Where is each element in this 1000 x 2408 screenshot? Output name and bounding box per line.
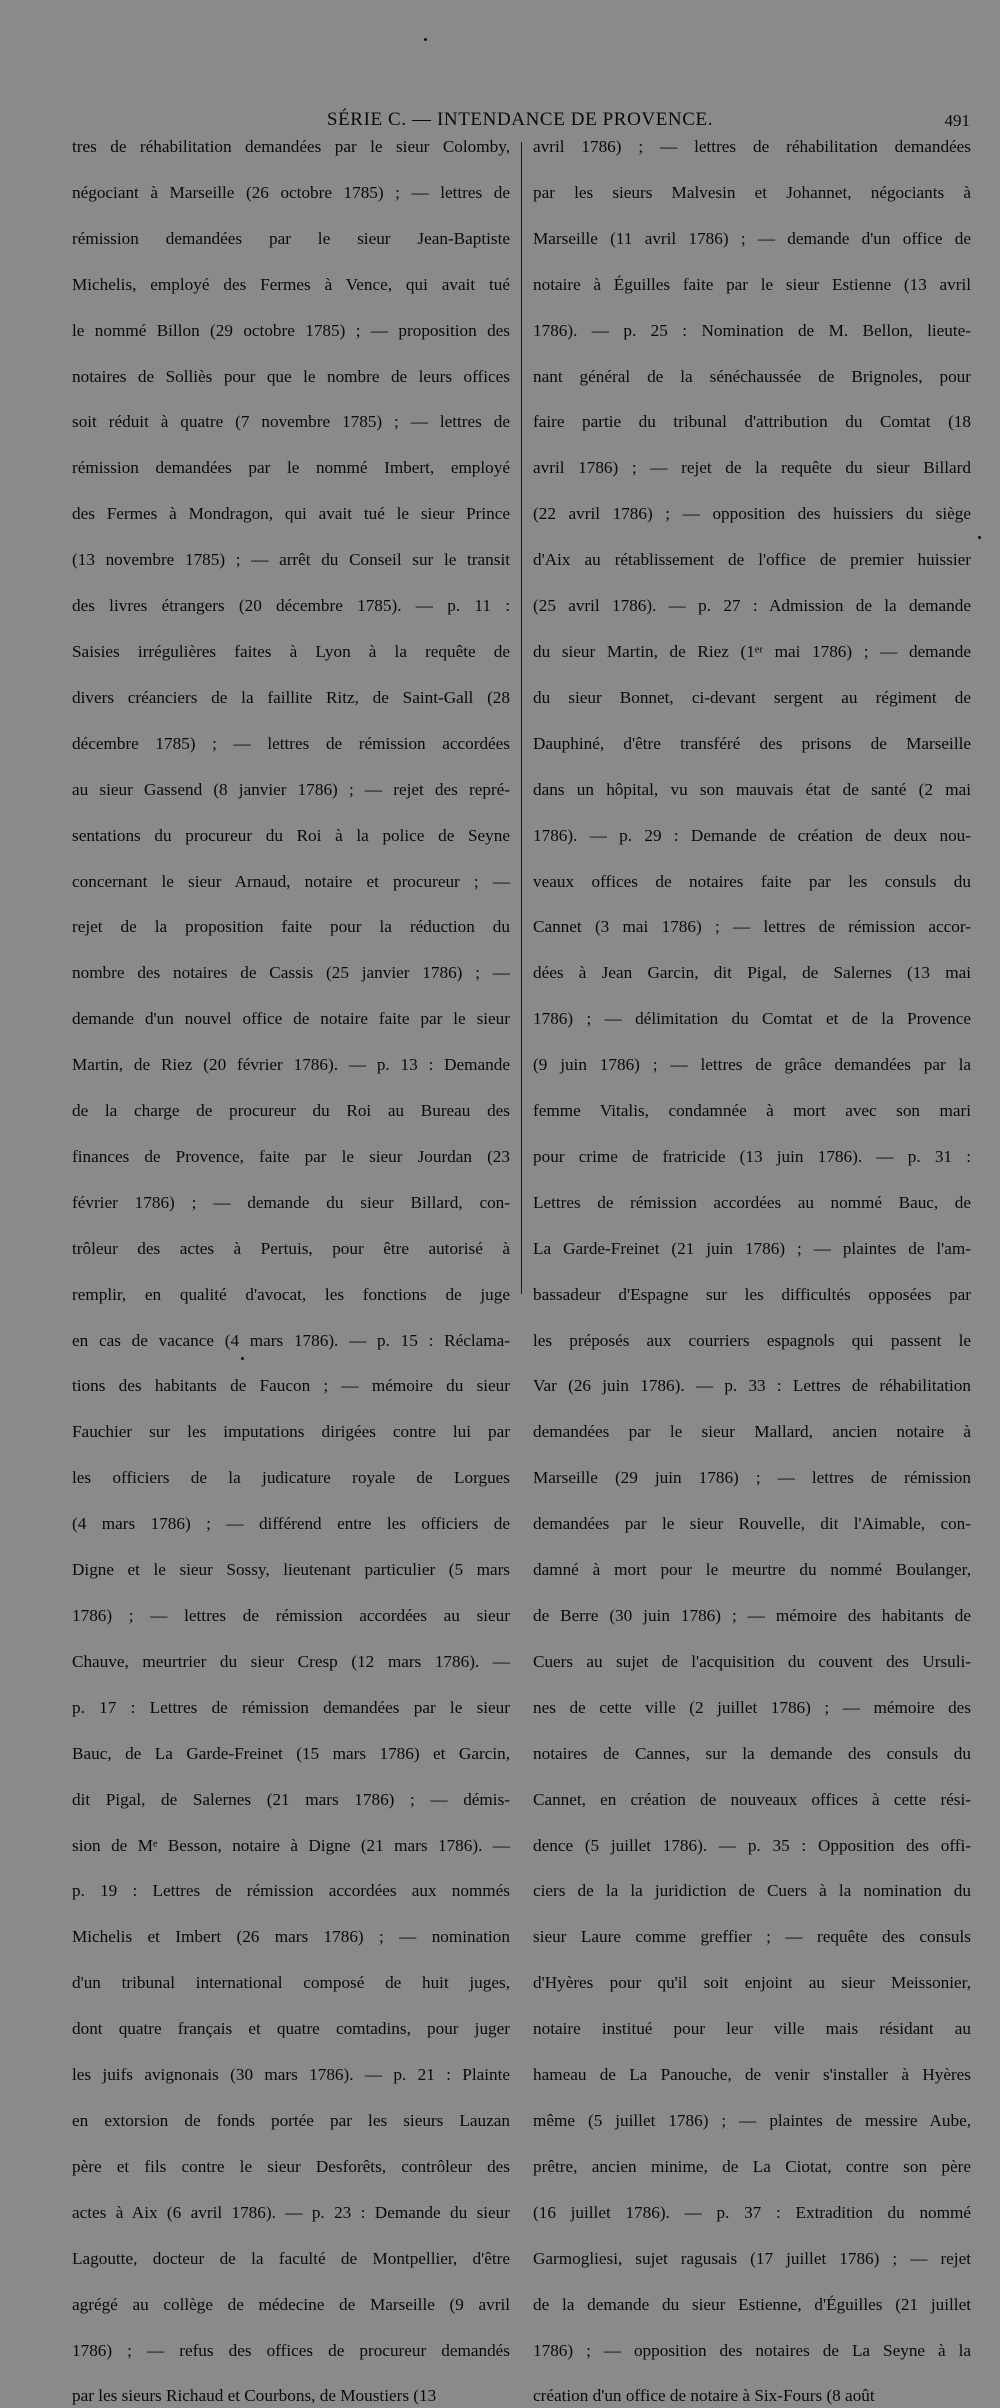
left-column: [72, 136, 510, 2408]
text-line: 1786) ; — lettres de rémission accordées au sieur: [72, 1606, 510, 1625]
text-line: avril 1786) ; — rejet de la requête du sieur Billard: [533, 458, 971, 478]
text-line: sentations du procureur du Roi à la police de Seyne: [72, 825, 510, 845]
text-line: les préposés aux courriers espagnols qui passent le: [533, 1330, 971, 1350]
text-line: de Berre (30 juin 1786) ; — mémoire des habitants de: [533, 1606, 971, 1625]
text-line: 1786). — p. 29 : Demande de création de deux nou-: [533, 825, 971, 845]
text-line: soit réduit à quatre (7 novembre 1785) ; — lettres de: [72, 412, 510, 432]
text-line: avril 1786) ; — lettres de réhabilitation demandées: [533, 137, 971, 156]
text-line: nant général de la sénéchaussée de Brignoles, pour: [533, 366, 971, 386]
text-line: nombre des notaires de Cassis (25 janvier 1786) ; —: [72, 963, 510, 983]
text-line: d'Aix au rétablissement de l'office de premier huissier: [533, 550, 971, 570]
text-line: concernant le sieur Arnaud, notaire et procureur ; —: [72, 871, 510, 891]
text-line: demandées par le sieur Rouvelle, dit l'Aimable, con-: [533, 1514, 971, 1534]
text-line: du sieur Martin, de Riez (1ᵉʳ mai 1786) ; — demande: [533, 641, 971, 661]
text-line: Michelis et Imbert (26 mars 1786) ; — nomination: [72, 1927, 510, 1947]
text-line: femme Vitalis, condamnée à mort avec son mari: [533, 1101, 971, 1121]
text-line: (4 mars 1786) ; — différend entre les officiers de: [72, 1514, 510, 1534]
text-line: divers créanciers de la faillite Ritz, de Saint-Gall (28: [72, 687, 510, 707]
text-line: Lettres de rémission accordées au nommé Bauc, de: [533, 1192, 971, 1212]
text-line: au sieur Gassend (8 janvier 1786) ; — rejet des repré-: [72, 779, 510, 799]
text-line: 1786) ; — opposition des notaires de La Seyne à la: [533, 2340, 971, 2360]
text-line: Marseille (29 juin 1786) ; — lettres de rémission: [533, 1468, 971, 1488]
text-line: Bauc, de La Garde-Freinet (15 mars 1786) et Garcin,: [72, 1743, 510, 1763]
text-line: pour crime de fratricide (13 juin 1786). — p. 31 :: [533, 1146, 971, 1166]
text-line: dit Pigal, de Salernes (21 mars 1786) ; — démis-: [72, 1789, 510, 1809]
text-line: du sieur Bonnet, ci-devant sergent au régiment de: [533, 687, 971, 707]
text-line: agrégé au collège de médecine de Marseille (9 avril: [72, 2294, 510, 2314]
text-line: Martin, de Riez (20 février 1786). — p. 13 : Demande: [72, 1055, 510, 1075]
text-line: dans un hôpital, vu son mauvais état de santé (2 mai: [533, 779, 971, 799]
text-line: 1786). — p. 25 : Nomination de M. Bellon, lieute-: [533, 320, 971, 340]
text-line: négociant à Marseille (26 octobre 1785) ; — lettres de: [72, 182, 510, 202]
text-line: Lagoutte, docteur de la faculté de Montpellier, d'être: [72, 2248, 510, 2268]
text-line: p. 19 : Lettres de rémission accordées aux nommés: [72, 1881, 510, 1901]
text-line: création d'un office de notaire à Six-Fours (8 août: [533, 2386, 875, 2406]
text-line: en cas de vacance (4 mars 1786). — p. 15 : Réclama-: [72, 1330, 510, 1350]
text-line: ciers de la la juridiction de Cuers à la nomination du: [533, 1881, 971, 1901]
text-line: notaire institué pour leur ville mais résidant au: [533, 2019, 971, 2039]
text-line: notaire à Éguilles faite par le sieur Estienne (13 avril: [533, 274, 971, 294]
text-line: décembre 1785) ; — lettres de rémission accordées: [72, 733, 510, 753]
text-line: notaires de Cannes, sur la demande des consuls du: [533, 1743, 971, 1763]
ink-speck: [978, 536, 981, 539]
text-line: d'Hyères pour qu'il soit enjoint au sieur Meissonier,: [533, 1973, 971, 1993]
text-line: Michelis, employé des Fermes à Vence, qui avait tué: [72, 274, 510, 294]
text-line: demande d'un nouvel office de notaire faite par le sieur: [72, 1009, 510, 1029]
text-line: de la charge de procureur du Roi au Bureau des: [72, 1101, 510, 1121]
text-line: d'un tribunal international composé de huit juges,: [72, 1973, 510, 1993]
text-line: (22 avril 1786) ; — opposition des huissiers du siège: [533, 504, 971, 524]
text-line: par les sieurs Malvesin et Johannet, négociants à: [533, 182, 971, 202]
text-line: par les sieurs Richaud et Courbons, de Moustiers (13: [72, 2386, 437, 2406]
text-line: tions des habitants de Faucon ; — mémoire du sieur: [72, 1376, 510, 1396]
text-line: Cuers au sujet de l'acquisition du couvent des Ursuli-: [533, 1651, 971, 1671]
ink-speck: [424, 38, 427, 41]
text-line: Marseille (11 avril 1786) ; — demande d'un office de: [533, 228, 971, 248]
text-line: (9 juin 1786) ; — lettres de grâce demandées par la: [533, 1055, 971, 1075]
text-line: les juifs avignonais (30 mars 1786). — p. 21 : Plainte: [72, 2065, 510, 2085]
text-line: 1786) ; — refus des offices de procureur demandés: [72, 2340, 510, 2360]
text-line: Var (26 juin 1786). — p. 33 : Lettres de réhabilitation: [533, 1376, 971, 1396]
text-line: notaires de Solliès pour que le nombre de leurs offices: [72, 366, 510, 386]
text-line: bassadeur d'Espagne sur les difficultés opposées par: [533, 1284, 971, 1304]
text-line: le nommé Billon (29 octobre 1785) ; — proposition des: [72, 320, 510, 340]
text-line: finances de Provence, faite par le sieur Jourdan (23: [72, 1146, 510, 1166]
text-line: les officiers de la judicature royale de Lorgues: [72, 1468, 510, 1488]
text-line: faire partie du tribunal d'attribution du Comtat (18: [533, 412, 971, 432]
text-line: Cannet, en création de nouveaux offices à cette rési-: [533, 1789, 971, 1809]
text-line: hameau de La Panouche, de venir s'installer à Hyères: [533, 2065, 971, 2085]
text-line: (25 avril 1786). — p. 27 : Admission de la demande: [533, 596, 971, 616]
text-line: veaux offices de notaires faite par les consuls du: [533, 871, 971, 891]
text-line: 1786) ; — délimitation du Comtat et de la Provence: [533, 1009, 971, 1029]
right-column: [533, 136, 971, 2408]
text-line: Garmogliesi, sujet ragusais (17 juillet 1786) ; — rejet: [533, 2248, 971, 2268]
text-line: février 1786) ; — demande du sieur Billard, con-: [72, 1192, 510, 1212]
text-line: Digne et le sieur Sossy, lieutenant particulier (5 mars: [72, 1560, 510, 1580]
page-header: [60, 109, 980, 135]
ink-speck: [241, 1357, 244, 1360]
text-line: prêtre, ancien minime, de La Ciotat, contre son père: [533, 2156, 971, 2176]
text-line: en extorsion de fonds portée par les sieurs Lauzan: [72, 2110, 510, 2130]
page-number: 491: [944, 111, 970, 130]
text-line: rémission demandées par le sieur Jean-Baptiste: [72, 228, 510, 248]
text-line: tres de réhabilitation demandées par le sieur Colomby,: [72, 137, 510, 156]
text-line: sieur Laure comme greffier ; — requête des consuls: [533, 1927, 971, 1947]
text-line: rémission demandées par le nommé Imbert, employé: [72, 458, 510, 478]
text-line: (13 novembre 1785) ; — arrêt du Conseil sur le transit: [72, 550, 510, 570]
text-line: des Fermes à Mondragon, qui avait tué le sieur Prince: [72, 504, 510, 524]
text-line: demandées par le sieur Mallard, ancien notaire à: [533, 1422, 971, 1442]
text-line: sion de Mᵉ Besson, notaire à Digne (21 mars 1786). —: [72, 1835, 510, 1855]
text-line: actes à Aix (6 avril 1786). — p. 23 : Demande du sieur: [72, 2202, 510, 2222]
text-line: Saisies irrégulières faites à Lyon à la requête de: [72, 641, 510, 661]
text-line: Fauchier sur les imputations dirigées contre lui par: [72, 1422, 510, 1442]
running-title: SÉRIE C. — INTENDANCE DE PROVENCE.: [326, 109, 714, 130]
text-line: dence (5 juillet 1786). — p. 35 : Opposition des offi-: [533, 1835, 971, 1855]
text-line: trôleur des actes à Pertuis, pour être autorisé à: [72, 1238, 510, 1258]
text-line: damné à mort pour le meurtre du nommé Boulanger,: [533, 1560, 971, 1580]
text-line: Dauphiné, d'être transféré des prisons de Marseille: [533, 733, 971, 753]
text-line: nes de cette ville (2 juillet 1786) ; — mémoire des: [533, 1697, 971, 1717]
text-line: Chauve, meurtrier du sieur Cresp (12 mars 1786). —: [72, 1651, 510, 1671]
text-line: dées à Jean Garcin, dit Pigal, de Salernes (13 mai: [533, 963, 971, 983]
text-line: dont quatre français et quatre comtadins, pour juger: [72, 2019, 510, 2039]
text-line: des livres étrangers (20 décembre 1785). — p. 11 :: [72, 596, 510, 616]
column-divider: [521, 142, 522, 1294]
text-line: Cannet (3 mai 1786) ; — lettres de rémission accor-: [533, 917, 971, 937]
text-line: remplir, en qualité d'avocat, les fonctions de juge: [72, 1284, 510, 1304]
text-line: père et fils contre le sieur Desforêts, contrôleur des: [72, 2156, 510, 2176]
text-line: même (5 juillet 1786) ; — plaintes de messire Aube,: [533, 2110, 971, 2130]
text-line: (16 juillet 1786). — p. 37 : Extradition du nommé: [533, 2202, 971, 2222]
text-line: rejet de la proposition faite pour la réduction du: [72, 917, 510, 937]
text-line: de la demande du sieur Estienne, d'Éguilles (21 juillet: [533, 2294, 971, 2314]
text-line: p. 17 : Lettres de rémission demandées par le sieur: [72, 1697, 510, 1717]
text-line: La Garde-Freinet (21 juin 1786) ; — plaintes de l'am-: [533, 1238, 971, 1258]
